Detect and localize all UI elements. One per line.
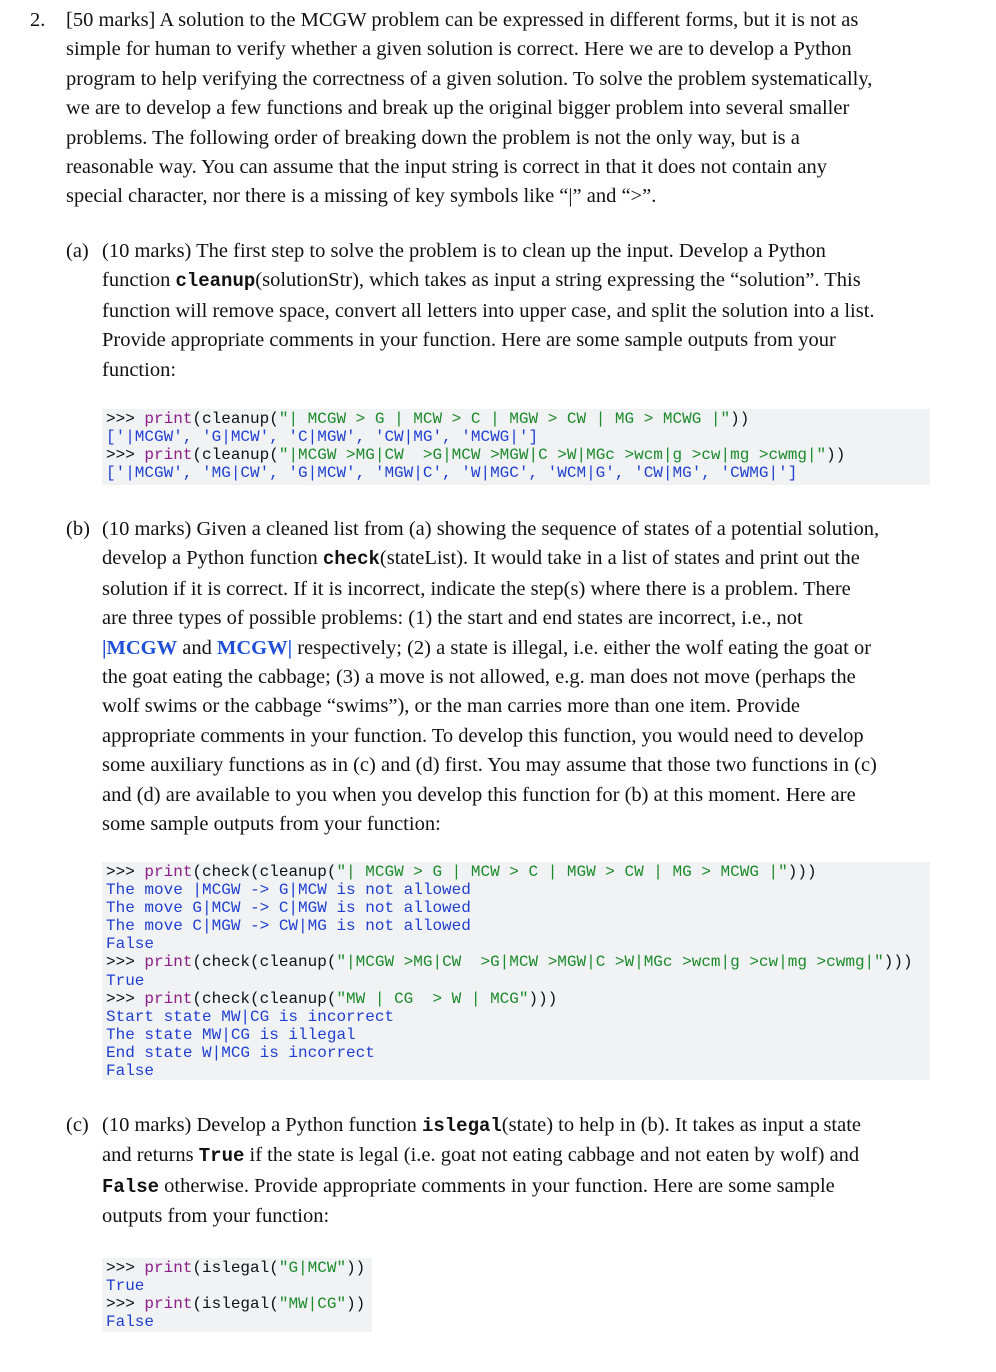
- code-output-line: [106, 899, 926, 917]
- part-b-line: some auxiliary functions as in (c) and (d) first. You may assume that those two functions in (c): [102, 754, 877, 777]
- function-name-cleanup: cleanup: [175, 270, 256, 293]
- code-call: (check(cleanup(: [192, 989, 337, 1008]
- code-keyword: print: [144, 410, 193, 428]
- question-intro: [66, 6, 933, 212]
- code-input-line: [106, 863, 926, 881]
- code-call: (islegal(: [192, 1259, 279, 1277]
- code-output-line: [106, 428, 926, 446]
- keyword-false: False: [102, 1175, 160, 1198]
- intro-line: problems. The following order of breaking down the problem is not the only way, but is a: [66, 126, 800, 149]
- code-output-line: [106, 935, 926, 953]
- part-a-label: (a): [66, 240, 89, 262]
- code-input-line: [106, 1295, 368, 1313]
- code-closing: )): [730, 410, 750, 428]
- code-string: "|MCGW >MG|CW >G|MCW >MGW|C >W|MGc >wcm|g >cw|mg >cwmg|": [278, 446, 827, 465]
- code-input-line: [106, 990, 926, 1008]
- code-string: "G|MCW": [278, 1259, 347, 1277]
- code-input-line: [106, 953, 926, 971]
- part-a-line: function will remove space, convert all letters into upper case, and split the solution into a list.: [102, 299, 875, 322]
- part-a-line: function:: [102, 358, 177, 381]
- code-prompt: >>>: [106, 1295, 145, 1314]
- intro-line: we are to develop a few functions and break up the original bigger problem into several smaller: [66, 97, 850, 120]
- code-keyword: print: [144, 989, 193, 1008]
- intro-line: special character, nor there is a missing of key symbols like “|” and “>”.: [66, 185, 657, 208]
- code-keyword: print: [144, 446, 193, 465]
- code-input-line: [106, 410, 926, 428]
- intro-line: reasonable way. You can assume that the input string is correct in that it does not contain any: [66, 156, 827, 179]
- code-output-line: [106, 917, 926, 935]
- part-b-label: (b): [66, 518, 90, 540]
- part-b-line: appropriate comments in your function. To develop this function, you would need to develop: [102, 724, 864, 747]
- text-fragment: function: [102, 269, 176, 292]
- code-output: The move |MCGW -> G|MCW is not allowed: [106, 881, 471, 900]
- part-b-line: solution if it is correct. If it is incorrect, indicate the step(s) where there is a problem. There: [102, 577, 851, 600]
- text-fragment: (solutionStr), which takes as input a string expressing the “solution”. This: [255, 269, 861, 292]
- code-prompt: >>>: [106, 410, 145, 428]
- code-string: "MW | CG > W | MCG": [336, 989, 529, 1008]
- code-output-line: [106, 972, 926, 990]
- code-closing: ))): [787, 863, 817, 881]
- code-input-line: [106, 1259, 368, 1277]
- code-output-line: [106, 1313, 368, 1331]
- text-fragment: respectively; (2) a state is illegal, i.e. either the wolf eating the goat or: [292, 636, 872, 659]
- text-fragment: if the state is legal (i.e. goat not eating cabbage and not eaten by wolf) and: [244, 1144, 860, 1167]
- text-fragment: (10 marks) Develop a Python function: [102, 1114, 422, 1136]
- part-b-line: some sample outputs from your function:: [102, 813, 441, 836]
- code-output-line: [106, 1044, 926, 1062]
- code-sample-islegal: [102, 1258, 372, 1332]
- keyword-true: True: [198, 1145, 245, 1168]
- code-call: (check(cleanup(: [192, 863, 337, 881]
- part-c-text: [102, 1111, 933, 1232]
- code-call: (islegal(: [192, 1295, 279, 1314]
- part-b-line: [102, 634, 937, 663]
- code-prompt: >>>: [106, 989, 145, 1008]
- code-prompt: >>>: [106, 863, 145, 881]
- part-b-line: are three types of possible problems: (1) the start and end states are incorrect, i.e., not: [102, 607, 803, 630]
- text-fragment: otherwise. Provide appropriate comments in your function. Here are some sample: [159, 1174, 835, 1197]
- part-b-line: and (d) are available to you when you develop this function for (b) at this moment. Here are: [102, 783, 856, 806]
- text-fragment: and returns: [102, 1144, 199, 1167]
- part-a-line: [102, 266, 933, 296]
- code-closing: )): [346, 1295, 366, 1314]
- part-b-line: [102, 544, 937, 574]
- code-output: End state W|MCG is incorrect: [106, 1043, 375, 1062]
- intro-line: [50 marks] A solution to the MCGW problem can be expressed in different forms, but it is not as: [66, 9, 859, 31]
- part-a-line: Provide appropriate comments in your function. Here are some sample outputs from your: [102, 329, 836, 352]
- code-closing: )): [826, 446, 846, 465]
- code-keyword: print: [144, 1295, 193, 1314]
- part-b-line: (10 marks) Given a cleaned list from (a) showing the sequence of states of a potential solution,: [102, 518, 880, 540]
- code-string: "| MCGW > G | MCW > C | MGW > CW | MG > MCWG |": [336, 863, 788, 881]
- code-closing: ))): [883, 953, 913, 972]
- text-fragment: and: [177, 636, 217, 659]
- code-output: Start state MW|CG is incorrect: [106, 1007, 395, 1026]
- code-output-line: [106, 881, 926, 899]
- part-c-line: [102, 1172, 933, 1202]
- code-call: (check(cleanup(: [192, 953, 337, 972]
- code-output: False: [106, 1313, 155, 1332]
- code-output-line: [106, 1062, 926, 1080]
- function-name-islegal: islegal: [421, 1115, 502, 1137]
- code-output: False: [106, 1062, 155, 1081]
- function-name-check: check: [322, 548, 380, 571]
- code-keyword: print: [144, 953, 193, 972]
- intro-line: program to help verifying the correctness of a given solution. To solve the problem systematically,: [66, 67, 873, 90]
- question-number: 2.: [30, 9, 46, 31]
- text-fragment: develop a Python function: [102, 547, 323, 570]
- part-b-text: [102, 515, 937, 839]
- code-output: The move G|MCW -> C|MGW is not allowed: [106, 899, 471, 918]
- code-keyword: print: [144, 863, 193, 881]
- part-c-line: outputs from your function:: [102, 1205, 330, 1228]
- end-state-highlight: MCGW|: [216, 636, 293, 659]
- code-closing: )): [346, 1259, 366, 1277]
- code-input-line: [106, 446, 926, 464]
- code-call: (cleanup(: [192, 446, 279, 465]
- code-output: True: [106, 971, 145, 990]
- text-fragment: (stateList). It would take in a list of states and print out the: [379, 547, 860, 570]
- code-output: ['|MCGW', 'MG|CW', 'G|MCW', 'MGW|C', 'W|MGC', 'WCM|G', 'CW|MG', 'CWMG|']: [106, 464, 798, 483]
- code-keyword: print: [144, 1259, 193, 1277]
- code-call: (cleanup(: [192, 410, 279, 428]
- text-fragment: (state) to help in (b). It takes as input a state: [501, 1114, 862, 1136]
- code-output-line: [106, 1026, 926, 1044]
- code-prompt: >>>: [106, 953, 145, 972]
- part-a-text: [102, 237, 933, 385]
- code-output-line: [106, 1277, 368, 1295]
- intro-line: simple for human to verify whether a given solution is correct. Here we are to develop a Python: [66, 38, 852, 61]
- code-output: True: [106, 1277, 145, 1296]
- part-c-label: (c): [66, 1114, 89, 1136]
- code-output-line: [106, 464, 926, 482]
- code-prompt: >>>: [106, 446, 145, 465]
- start-state-highlight: |MCGW: [102, 636, 178, 659]
- code-output: False: [106, 935, 155, 954]
- code-string: "|MCGW >MG|CW >G|MCW >MGW|C >W|MGc >wcm|g >cw|mg >cwmg|": [336, 953, 884, 972]
- code-output: The state MW|CG is illegal: [106, 1025, 356, 1044]
- code-string: "| MCGW > G | MCW > C | MGW > CW | MG > MCWG |": [278, 410, 731, 428]
- part-c-line: [102, 1141, 933, 1171]
- code-closing: ))): [528, 989, 558, 1008]
- part-b-line: the goat eating the cabbage; (3) a move is not allowed, e.g. man does not move (perhaps the: [102, 666, 856, 689]
- code-output: ['|MCGW', 'G|MCW', 'C|MGW', 'CW|MG', 'MCWG|']: [106, 428, 539, 447]
- code-sample-cleanup: [102, 409, 930, 485]
- code-output: The move C|MGW -> CW|MG is not allowed: [106, 917, 471, 936]
- part-c-line: [102, 1111, 933, 1141]
- code-string: "MW|CG": [278, 1295, 347, 1314]
- part-b-line: wolf swims or the cabbage “swims”), or the man carries more than one item. Provide: [102, 695, 800, 718]
- code-output-line: [106, 1008, 926, 1026]
- code-prompt: >>>: [106, 1259, 145, 1277]
- part-a-line: (10 marks) The first step to solve the problem is to clean up the input. Develop a Python: [102, 240, 826, 262]
- code-sample-check: [102, 862, 930, 1080]
